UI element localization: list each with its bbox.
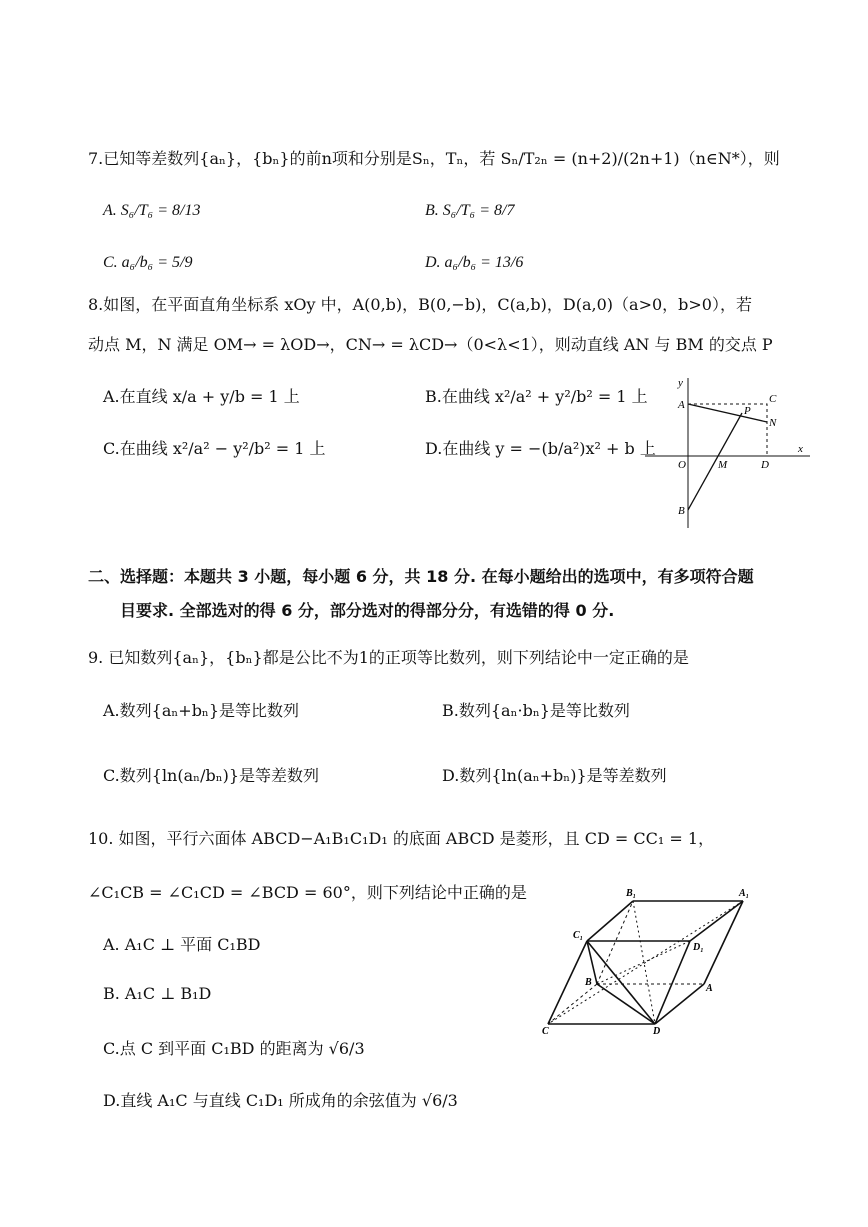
label-x: x <box>798 443 803 455</box>
q8-option-c: C.在曲线 x²/a² − y²/b² = 1 上 <box>103 439 326 458</box>
line-an <box>688 404 767 422</box>
q10-option-d: D.直线 A₁C 与直线 C₁D₁ 所成角的余弦值为 √6/3 <box>103 1091 458 1110</box>
q9-option-c: C.数列{ln(aₙ/bₙ)}是等差数列 <box>103 766 320 785</box>
label-a: A <box>706 983 713 994</box>
q7-stem <box>88 146 780 169</box>
edge-b-b1 <box>597 901 633 984</box>
q9-option-d: D.数列{ln(aₙ+bₙ)}是等差数列 <box>442 766 667 785</box>
label-d: D <box>761 459 769 471</box>
label-c1: C₁ <box>573 930 584 941</box>
edge-a-a1 <box>704 901 743 984</box>
q7-option-c: C. a₆/b₆ = 5/9 <box>103 254 193 271</box>
q8-coordinate-figure <box>640 368 815 533</box>
q10-option-b: B. A₁C ⊥ B₁D <box>103 984 212 1003</box>
q8-option-b: B.在曲线 x²/a² + y²/b² = 1 上 <box>425 387 648 406</box>
label-n: N <box>769 417 777 429</box>
edge-a1-d1 <box>690 901 743 941</box>
q10-stem-line2: ∠C₁CB = ∠C₁CD = ∠BCD = 60°，则下列结论中正确的是 <box>88 883 527 902</box>
section2-line2: 目要求. 全部选对的得 6 分，部分选对的得部分分，有选错的得 0 分. <box>120 601 615 620</box>
q8-option-d: D.在曲线 y = −(b/a²)x² + b 上 <box>425 439 656 458</box>
label-p: P <box>744 405 751 417</box>
label-b: B <box>678 505 685 517</box>
line-bm <box>688 413 742 510</box>
q8-option-a: A.在直线 x/a + y/b = 1 上 <box>103 387 300 406</box>
q9-option-b: B.数列{aₙ·bₙ}是等比数列 <box>442 701 630 720</box>
q8-stem-line1: 8.如图，在平面直角坐标系 xOy 中，A(0,b)，B(0,−b)，C(a,b)，D(a,0)（a>0，b>0），若 <box>88 295 752 314</box>
q7-option-a: A. S₆/T₆ = 8/13 <box>103 202 201 219</box>
label-a1: A₁ <box>739 888 750 899</box>
q7-option-b: B. S₆/T₆ = 8/7 <box>425 202 515 219</box>
section2-line1: 二、选择题：本题共 3 小题，每小题 6 分，共 18 分. 在每小题给出的选项中，有多项符合题 <box>88 567 754 586</box>
label-a: A <box>678 399 685 411</box>
label-m: M <box>718 459 728 471</box>
q10-option-c: C.点 C 到平面 C₁BD 的距离为 √6/3 <box>103 1039 365 1058</box>
label-d1: D₁ <box>693 942 704 953</box>
label-b: B <box>585 977 592 988</box>
edge-d-d1 <box>655 941 690 1024</box>
q9-stem: 9. 已知数列{aₙ}，{bₙ}都是公比不为1的正项等比数列，则下列结论中一定正确的是 <box>88 648 689 667</box>
edge-d-a <box>655 984 704 1024</box>
q9-option-a: A.数列{aₙ+bₙ}是等比数列 <box>103 701 300 720</box>
q8-stem-line2: 动点 M，N 满足 OM→ = λOD→，CN→ = λCD→（0<λ<1），则动直线 AN 与 BM 的交点 P <box>88 335 773 354</box>
label-b1: B₁ <box>626 888 637 899</box>
label-c: C <box>542 1026 549 1034</box>
rect-top-right <box>688 404 767 456</box>
q7-option-d: D. a₆/b₆ = 13/6 <box>425 254 524 271</box>
label-o: O <box>678 459 686 471</box>
q7-stem-text: 7.已知等差数列{aₙ}，{bₙ}的前n项和分别是Sₙ，Tₙ，若 Sₙ/T₂ₙ = (n+2)/(2n+1)（n∈N*），则 <box>88 149 780 168</box>
q10-option-a: A. A₁C ⊥ 平面 C₁BD <box>103 935 261 954</box>
q10-stem-line1: 10. 如图，平行六面体 ABCD−A₁B₁C₁D₁ 的底面 ABCD 是菱形，且 CD = CC₁ = 1， <box>88 829 715 848</box>
edge-c-b <box>548 984 597 1024</box>
label-y: y <box>678 377 683 389</box>
q10-parallelepiped-figure <box>540 884 755 1034</box>
label-c: C <box>769 393 777 405</box>
edge-c1-b1 <box>587 901 633 941</box>
segment-b-d <box>597 984 655 1024</box>
label-d: D <box>653 1026 661 1034</box>
edge-c-c1 <box>548 941 587 1024</box>
segment-b-d1 <box>597 941 690 984</box>
